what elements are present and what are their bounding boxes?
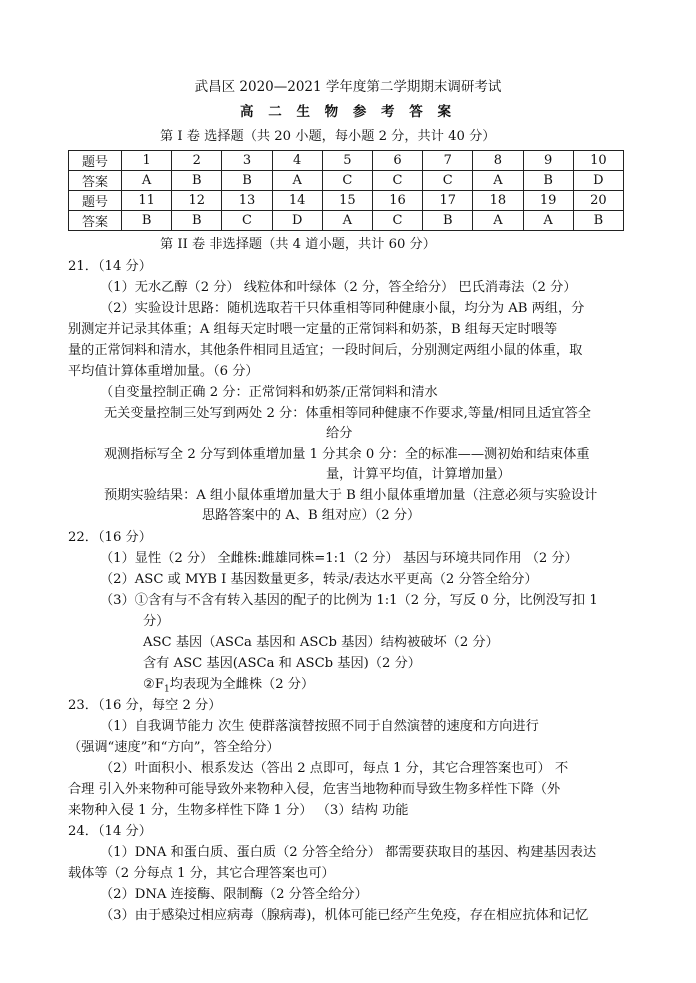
q23-line: （2）叶面积小、根系发达（答出 2 点即可，每点 1 分，其它合理答案也可） 不 — [100, 761, 569, 776]
table-cell: B — [172, 211, 222, 231]
q21-line: 思路答案中的 A、B 组对应）（2 分） — [202, 508, 421, 523]
q22-line: （1）显性（2 分） 全雌株:雌雄同株=1:1（2 分） 基因与环境共同作用 （2 分） — [100, 551, 578, 566]
q22-heading: 22．（16 分） — [68, 530, 152, 545]
q22-line: 分） — [143, 614, 170, 629]
part2-heading: 第 II 卷 非选择题（共 4 道小题，共计 60 分） — [160, 237, 436, 252]
table-cell: 1 — [122, 151, 172, 171]
table-row — [69, 191, 624, 211]
q21-heading: 21．（14 分） — [68, 259, 152, 274]
table-cell: 7 — [423, 151, 473, 171]
circled-number-2: ② — [143, 677, 155, 692]
table-cell: C — [322, 171, 372, 191]
part1-heading: 第 I 卷 选择题（共 20 小题，每小题 2 分，共计 40 分） — [160, 129, 496, 144]
q21-line: 预期实验结果：A 组小鼠体重增加量大于 B 组小鼠体重增加量（注意必须与实验设计 — [104, 488, 598, 503]
q21-line: 观测指标写全 2 分写到体重增加量 1 分其余 0 分：全的标准——测初始和结束体重 — [104, 447, 590, 462]
table-cell: 题号 — [69, 191, 122, 211]
q22-line: 含有 ASC 基因(ASCa 和 ASCb 基因)（2 分） — [143, 656, 421, 671]
table-cell: 8 — [473, 151, 523, 171]
q21-line: 平均值计算体重增加量。（6 分） — [68, 364, 259, 379]
table-row — [69, 171, 624, 191]
q23-heading: 23．（16 分，每空 2 分） — [68, 698, 222, 713]
table-row — [69, 151, 624, 171]
document-subtitle: 高 二 生 物 参 考 答 案 — [240, 104, 456, 120]
q22-line-text: 均表现为全雌株（2 分） — [169, 677, 315, 692]
table-cell: B — [423, 211, 473, 231]
table-cell: A — [122, 171, 172, 191]
table-cell: B — [172, 171, 222, 191]
table-cell: B — [222, 171, 272, 191]
q22-line: （2）ASC 或 MYB I 基因数量更多，转录/表达水平更高（2 分答全给分） — [100, 572, 538, 587]
table-cell: 3 — [222, 151, 272, 171]
table-cell: 答案 — [69, 211, 122, 231]
f-symbol: F — [154, 677, 164, 692]
q24-heading: 24．（14 分） — [68, 824, 152, 839]
table-cell: 20 — [573, 191, 623, 211]
table-cell: 答案 — [69, 171, 122, 191]
table-row — [69, 211, 624, 231]
q21-line: 无关变量控制三处写到两处 2 分：体重相等同种健康不作要求,等量/相同且适宜答全 — [104, 406, 591, 421]
q21-line: （1）无水乙醇（2 分） 线粒体和叶绿体（2 分，答全给分） 巴氏消毒法（2 分） — [100, 280, 577, 295]
table-cell: B — [573, 211, 623, 231]
q24-line: （3）由于感染过相应病毒（腺病毒)，机体可能已经产生免疫，存在相应抗体和记忆 — [100, 908, 589, 923]
table-cell: 9 — [523, 151, 573, 171]
table-cell: A — [473, 171, 523, 191]
q21-line: 量的正常饲料和清水，其他条件相同且适宜；一段时间后，分别测定两组小鼠的体重，取 — [68, 343, 583, 358]
q23-line: （1）自我调节能力 次生 使群落演替按照不同于自然演替的速度和方向进行 — [100, 719, 539, 734]
table-cell: 10 — [573, 151, 623, 171]
table-cell: 17 — [423, 191, 473, 211]
table-cell: 13 — [222, 191, 272, 211]
q21-line: 给分 — [326, 426, 353, 441]
table-cell: A — [272, 171, 322, 191]
q22-line — [143, 676, 314, 699]
q24-line: （1）DNA 和蛋白质、蛋白质（2 分答全给分） 都需要获取目的基因、构建基因表达 — [100, 845, 597, 860]
f-subscript: 1 — [163, 684, 170, 695]
q23-line: 合理 引入外来物种可能导致外来物种入侵，危害当地物种而导致生物多样性下降（外 — [68, 782, 561, 797]
table-cell: A — [473, 211, 523, 231]
table-cell: C — [423, 171, 473, 191]
table-cell: B — [122, 211, 172, 231]
table-cell: 题号 — [69, 151, 122, 171]
table-cell: A — [322, 211, 372, 231]
q22-line: ASC 基因（ASCa 基因和 ASCb 基因）结构被破坏（2 分） — [143, 635, 499, 650]
table-cell: C — [372, 211, 422, 231]
table-cell: 5 — [322, 151, 372, 171]
table-cell: C — [222, 211, 272, 231]
q24-line: 载体等（2 分每点 1 分，其它合理答案也可） — [68, 866, 335, 881]
table-cell: 12 — [172, 191, 222, 211]
q24-line: （2）DNA 连接酶、限制酶（2 分答全给分） — [100, 887, 368, 902]
table-cell: D — [573, 171, 623, 191]
q21-line: （2）实验设计思路：随机选取若干只体重相等同种健康小鼠，均分为 AB 两组，分 — [100, 301, 585, 316]
table-cell: B — [523, 171, 573, 191]
table-cell: 14 — [272, 191, 322, 211]
table-cell: D — [272, 211, 322, 231]
q21-line: 量，计算平均值，计算增加量） — [326, 467, 511, 482]
q21-line: 别测定并记录其体重；A 组每天定时喂一定量的正常饲料和奶茶，B 组每天定时喂等 — [68, 322, 558, 337]
answer-table — [68, 150, 624, 231]
table-cell: 15 — [322, 191, 372, 211]
q23-line: 来物种入侵 1 分，生物多样性下降 1 分） （3）结构 功能 — [68, 803, 409, 818]
table-cell: C — [372, 171, 422, 191]
table-cell: A — [523, 211, 573, 231]
table-cell: 6 — [372, 151, 422, 171]
table-cell: 19 — [523, 191, 573, 211]
table-cell: 16 — [372, 191, 422, 211]
table-cell: 2 — [172, 151, 222, 171]
table-cell: 11 — [122, 191, 172, 211]
q23-line: （强调“速度”和“方向”，答全给分） — [68, 740, 280, 755]
table-cell: 18 — [473, 191, 523, 211]
q22-line: （3）①含有与不含有转入基因的配子的比例为 1:1（2 分，写反 0 分，比例没写扣 1 — [100, 593, 598, 608]
q21-line: （自变量控制正确 2 分：正常饲料和奶茶/正常饲料和清水 — [100, 385, 438, 400]
document-title: 武昌区 2020—2021 学年度第二学期期末调研考试 — [194, 79, 502, 95]
table-cell: 4 — [272, 151, 322, 171]
